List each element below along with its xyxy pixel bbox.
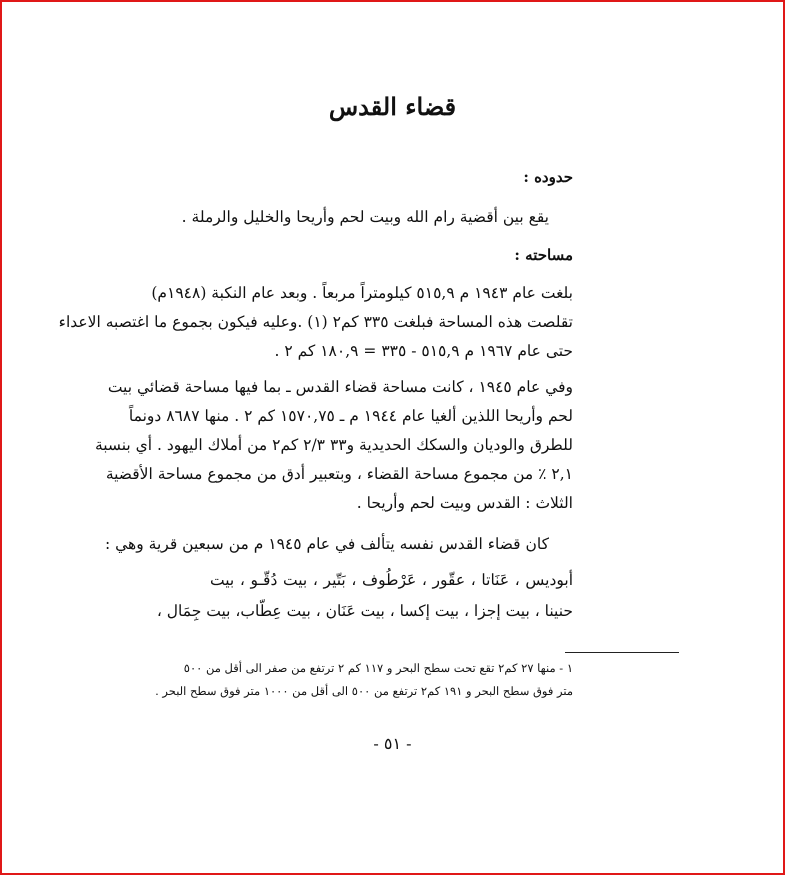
area-para1-line: حتى عام ١٩٦٧ م ٥١٥,٩ - ٣٣٥ = ١٨٠,٩ كم ٢ . <box>274 342 573 360</box>
page-title: قضاء القدس <box>328 92 457 121</box>
page-number: - ٥١ - <box>373 734 412 753</box>
footnote-line: ١ - منها ٢٧ كم٢ تقع تحت سطح البحر و ١١٧ كم ٢ ترتفع من صفر الى أقل من ٥٠٠ <box>183 661 573 675</box>
area-para2-line: وفي عام ١٩٤٥ ، كانت مساحة قضاء القدس ـ بما فيها مساحة قضائي بيت <box>107 378 573 396</box>
villages-line: أبوديس ، عَنَاتا ، عقّور ، عَرْطُوف ، بَتّير ، بيت دُقّـو ، بيت <box>210 571 573 589</box>
area-para1-line: تقلصت هذه المساحة فبلغت ٣٣٥ كم٢ (١) .وعليه فيكون بجموع ما اغتصبه الاعداء <box>58 313 573 331</box>
borders-heading: حدوده : <box>523 168 573 186</box>
area-heading: مساحته : <box>514 246 573 264</box>
borders-text: يقع بين أقضية رام الله وبيت لحم وأريحا والخليل والرملة . <box>181 208 549 226</box>
footnote-line: متر فوق سطح البحر و ١٩١ كم٢ ترتفع من ٥٠٠ الى أقل من ١٠٠٠ متر فوق سطح البحر . <box>155 684 573 698</box>
villages-intro: كان قضاء القدس نفسه يتألف في عام ١٩٤٥ م من سبعين قرية وهي : <box>104 535 549 553</box>
villages-line: حنينا ، بيت إجزا ، بيت إكسا ، بيت عَنَان ، بيت عِطّاب، بيت جِمَال ، <box>156 602 573 620</box>
area-para2-line: لحم وأريحا اللذين ألغيا عام ١٩٤٤ م ـ ١٥٧٠,٧٥ كم ٢ . منها ٨٦٨٧ دونماً <box>128 407 573 425</box>
footnote-divider <box>565 652 679 653</box>
area-para2-line: ٢,١ ٪ من مجموع مساحة القضاء ، وبتعبير أدق من مجموع مساحة الأقضية <box>105 465 573 483</box>
area-para2-line: الثلاث : القدس وبيت لحم وأريحا . <box>356 494 573 512</box>
area-para2-line: للطرق والوديان والسكك الحديدية و٣٣ ٢/٣ كم٢ من أملاك اليهود . أي بنسبة <box>94 436 573 454</box>
area-para1-line: بلغت عام ١٩٤٣ م ٥١٥,٩ كيلومتراً مربعاً . وبعد عام النكبة (١٩٤٨م) <box>151 284 573 302</box>
